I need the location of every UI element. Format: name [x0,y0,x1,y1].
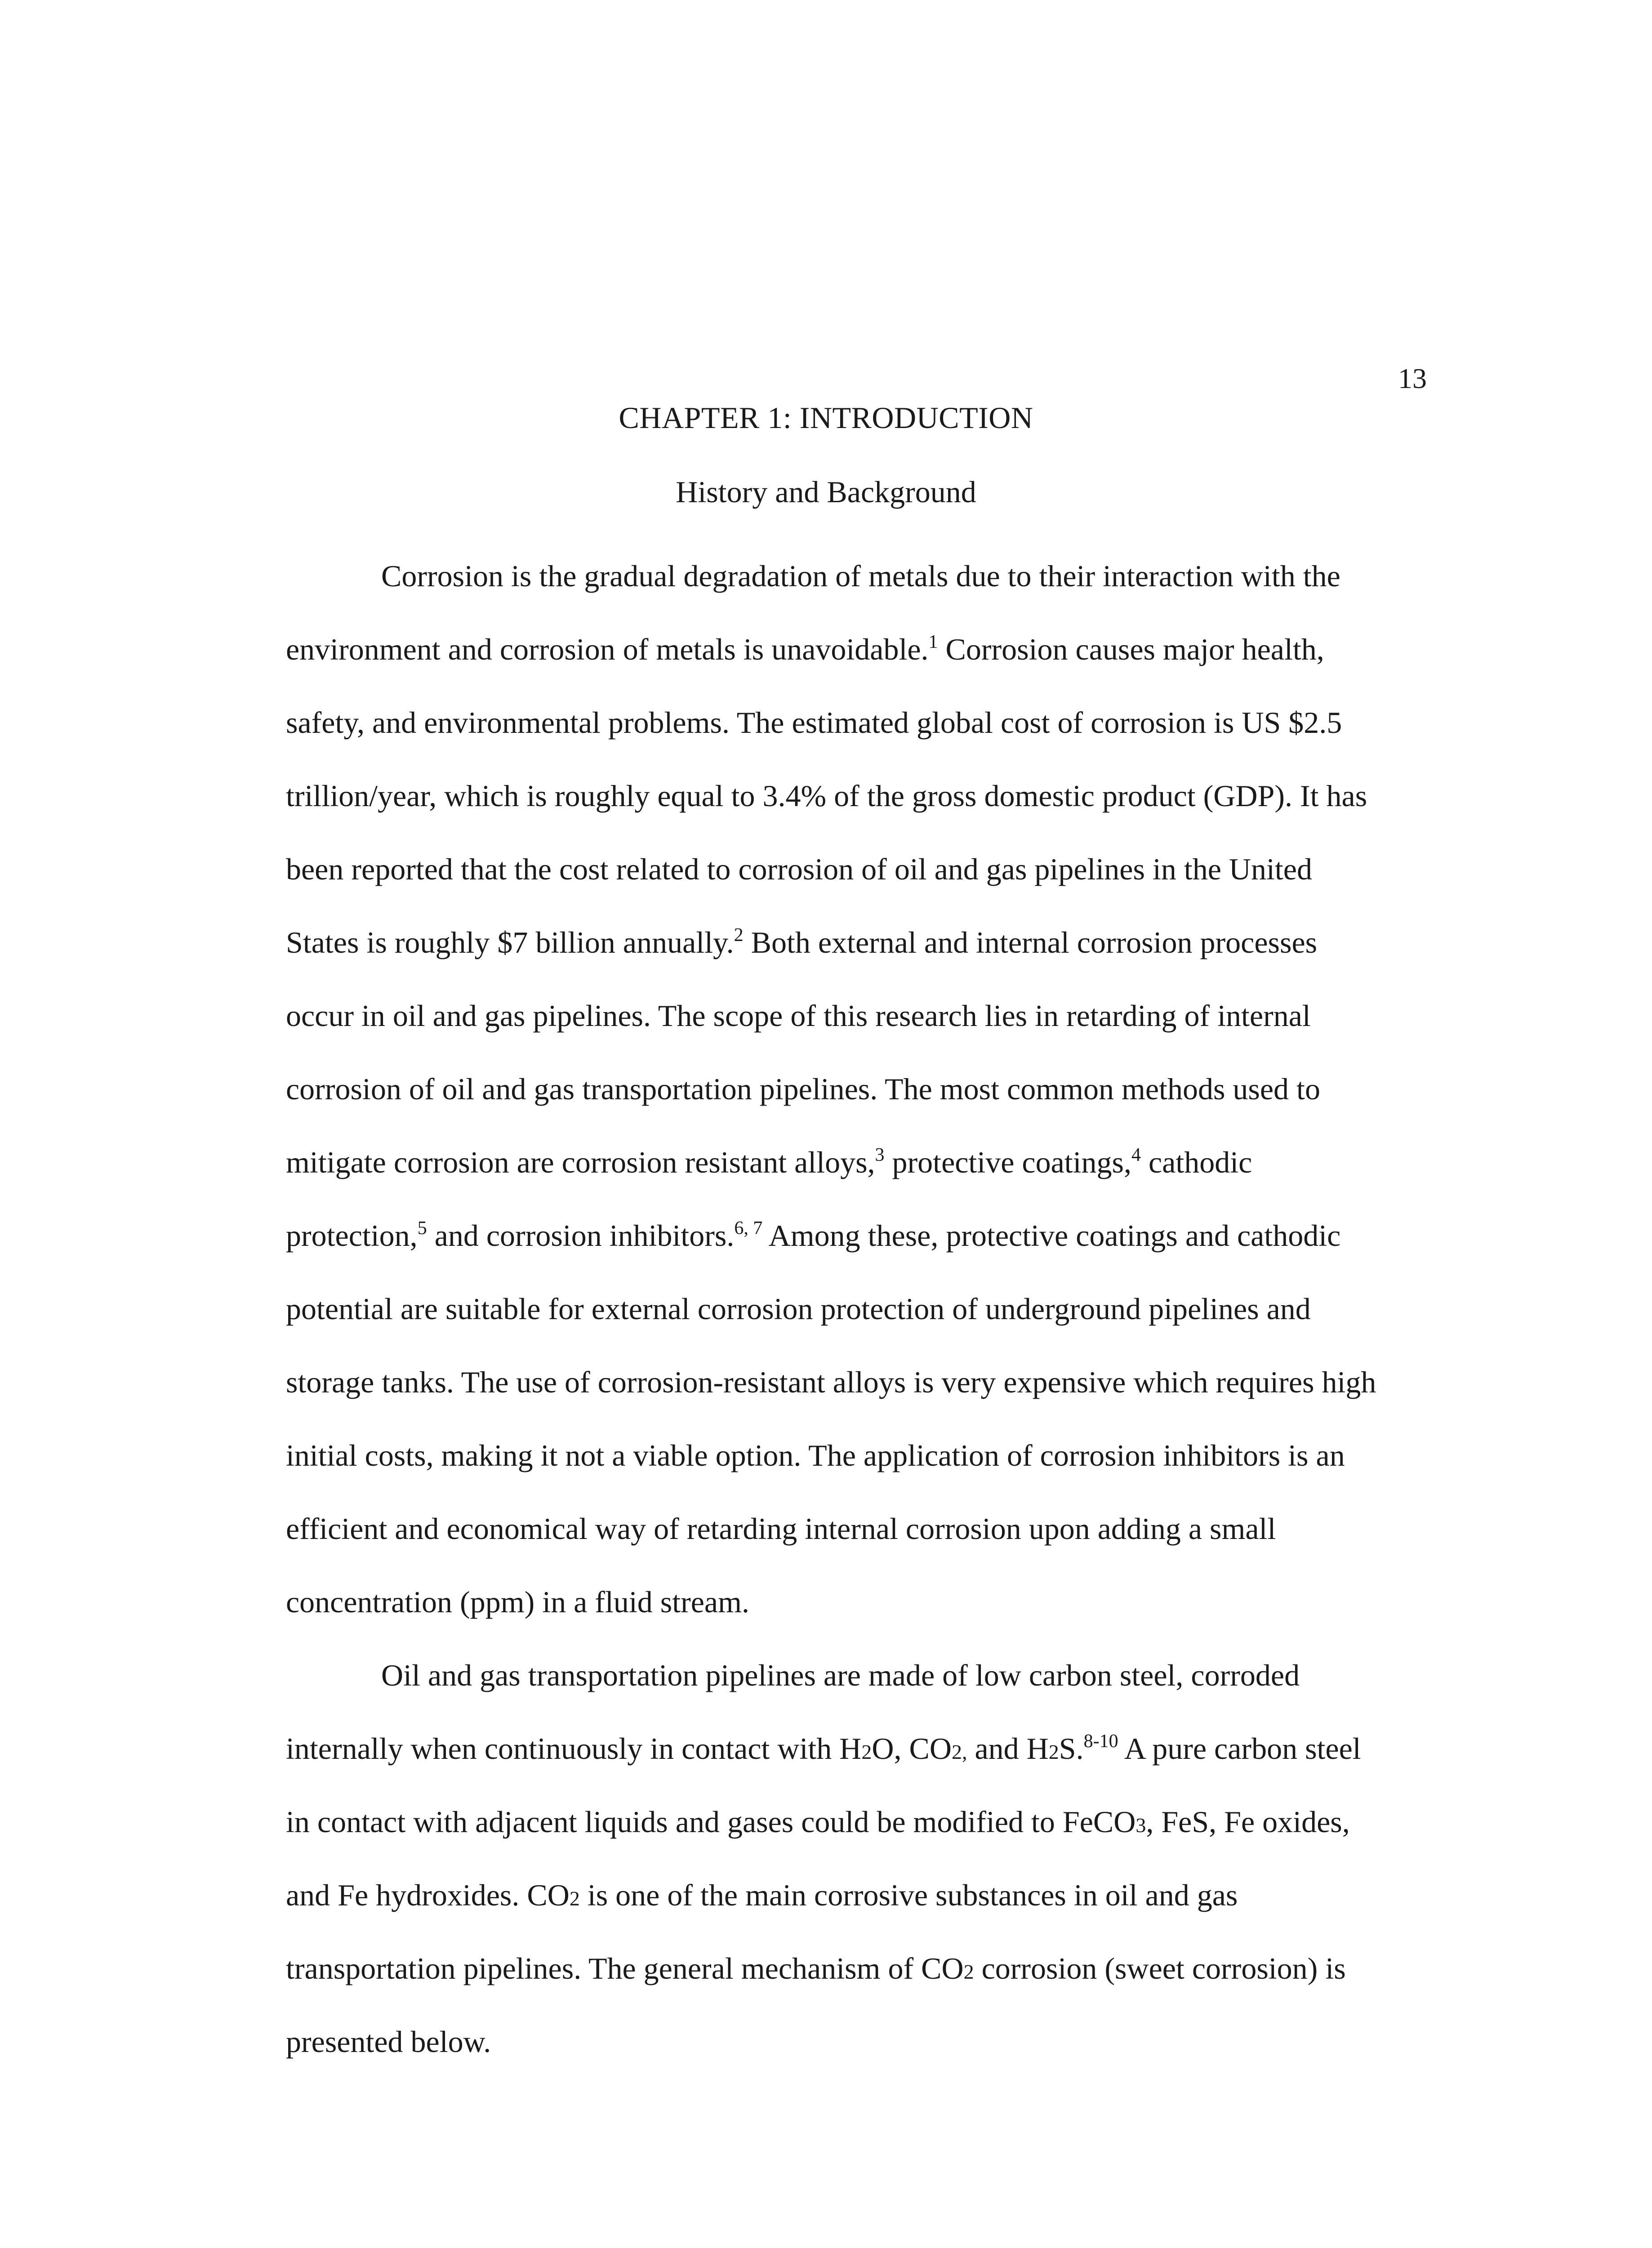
text-line: Oil and gas transportation pipelines are made of low carbon steel, corroded [381,1658,1300,1692]
text-line: presented below. [286,2025,491,2059]
text-line: protection,$^5$ and corrosion inhibitors.$^{6, 7}$ Among these, protective coatings and cathodic [286,1218,1341,1253]
citation-superscript: 1 [928,632,938,652]
text-line: and Fe hydroxides. CO2 is one of the main corrosive substances in oil and gas [286,1878,1238,1912]
citation-superscript: 8-10 [1083,1731,1118,1752]
text-line: mitigate corrosion are corrosion resistant alloys,$^3$ protective coatings,$^4$ cathodic [286,1145,1252,1179]
citation-superscript: 6, 7 [734,1218,763,1239]
text-line: safety, and environmental problems. The estimated global cost of corrosion is US $2.5 [286,705,1342,740]
citation-superscript: 5 [417,1218,427,1239]
chemical-subscript: 2, [952,1740,967,1763]
text-line: efficient and economical way of retarding internal corrosion upon adding a small [286,1512,1276,1546]
text-line: potential are suitable for external corrosion protection of underground pipelines and [286,1292,1311,1326]
section-title: History and Background [676,475,976,509]
citation-superscript: 2 [734,925,744,946]
paragraph-pipeline-corrosion [286,1639,1437,2079]
chemical-subscript: 2 [1048,1740,1059,1763]
chemical-subscript: 2 [569,1887,580,1910]
text-line: environment and corrosion of metals is unavoidable.$^1$ Corrosion causes major health, [286,632,1324,666]
citation-superscript: 3 [875,1145,885,1165]
page-number: 13 [1398,362,1427,394]
text-line: initial costs, making it not a viable option. The application of corrosion inhibitors is an [286,1438,1345,1472]
chemical-subscript: 2 [861,1740,872,1763]
text-line: corrosion of oil and gas transportation pipelines. The most common methods used to [286,1072,1320,1106]
text-line: occur in oil and gas pipelines. The scope of this research lies in retarding of internal [286,999,1311,1033]
text-line: States is roughly $7 billion annually.$^2$ Both external and internal corrosion processes [286,925,1318,959]
text-line: internally when continuously in contact with H2O, CO2, and H2S.$^{8-10}$ A pure carbon steel [286,1731,1361,1766]
text-line: trillion/year, which is roughly equal to 3.4% of the gross domestic product (GDP). It has [286,779,1367,813]
paragraph-corrosion-overview [286,540,1437,1639]
chapter-title: CHAPTER 1: INTRODUCTION [619,401,1033,435]
text-line: Corrosion is the gradual degradation of metals due to their interaction with the [381,559,1340,593]
citation-superscript: 4 [1131,1145,1141,1165]
text-line: transportation pipelines. The general mechanism of CO2 corrosion (sweet corrosion) is [286,1951,1346,1985]
text-line: storage tanks. The use of corrosion-resistant alloys is very expensive which requires high [286,1365,1376,1399]
chemical-subscript: 2 [963,1960,974,1983]
chemical-subscript: 3 [1135,1814,1146,1837]
text-line: concentration (ppm) in a fluid stream. [286,1585,749,1619]
text-line: been reported that the cost related to corrosion of oil and gas pipelines in the United [286,852,1312,886]
text-line: in contact with adjacent liquids and gases could be modified to FeCO3, FeS, Fe oxides, [286,1805,1350,1839]
